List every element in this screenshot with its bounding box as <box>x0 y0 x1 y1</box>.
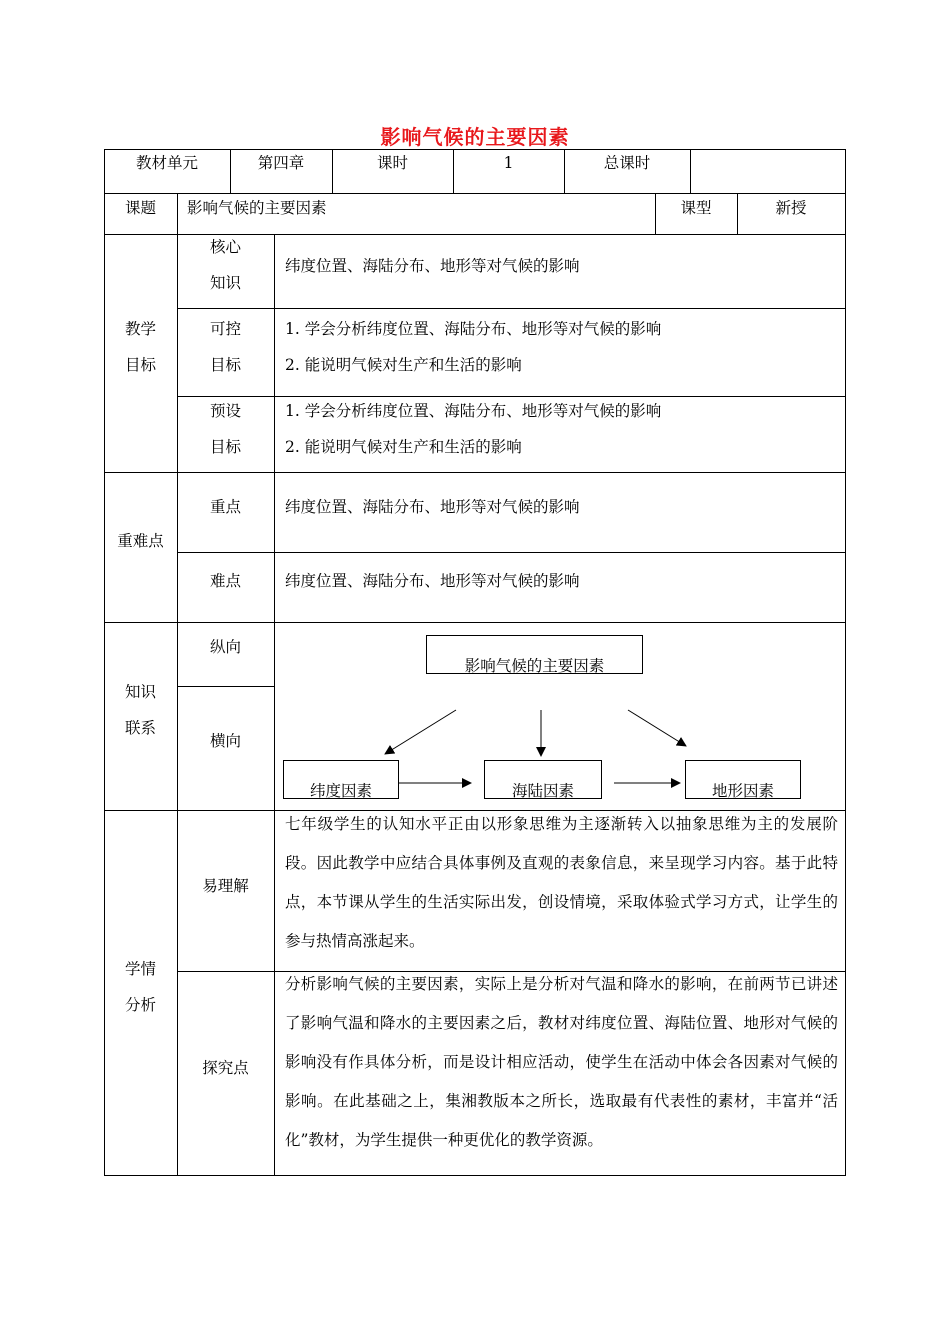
key-label: 重点 <box>209 498 241 516</box>
knowledge-label-line1: 知识 <box>124 683 156 701</box>
goals-label-line2: 目标 <box>124 356 156 374</box>
diagram-terrain-label: 地形因素 <box>711 782 774 800</box>
diagram-box-latitude <box>283 760 399 799</box>
diagram-box-main <box>426 635 643 674</box>
diagram-box-terrain <box>685 760 801 799</box>
page-title: 影响气候的主要因素 <box>380 125 570 149</box>
controllable-label-line2: 目标 <box>209 356 241 374</box>
key-points-label: 重难点 <box>117 532 164 550</box>
lesson-type-label: 课型 <box>680 199 712 217</box>
key-text: 纬度位置、海陆分布、地形等对气候的影响 <box>285 498 580 516</box>
topic-label: 课题 <box>124 199 156 217</box>
easy-label: 易理解 <box>202 877 249 895</box>
goals-label-line1: 教学 <box>124 320 156 338</box>
preset-label-line1: 预设 <box>209 402 241 420</box>
analysis-label-line1: 学情 <box>124 960 156 978</box>
arrow-to-terrain <box>628 710 686 746</box>
explore-label: 探究点 <box>202 1059 249 1077</box>
core-label-line1: 核心 <box>209 238 241 256</box>
analysis-label-line2: 分析 <box>124 996 156 1014</box>
controllable-goal-item: 2. 能说明气候对生产和生活的影响 <box>285 356 522 374</box>
unit-label: 教材单元 <box>135 154 198 172</box>
unit-value: 第四章 <box>257 154 305 172</box>
easy-text: 七年级学生的认知水平正由以形象思维为主逐渐转入以抽象思维为主的发展阶段。因此教学中应结合具体事例及直观的表象信息，来呈现学习内容。基于此特点，本节课从学生的生活实际出发，创设情境，采取体验式学习方式，让学生的参与热情高涨起来。 <box>285 815 838 950</box>
difficult-text: 纬度位置、海陆分布、地形等对气候的影响 <box>285 572 580 590</box>
topic-value: 影响气候的主要因素 <box>187 199 327 217</box>
diagram-land-sea-label: 海陆因素 <box>511 782 574 800</box>
knowledge-label-line2: 联系 <box>124 719 156 737</box>
controllable-goal-item: 1. 学会分析纬度位置、海陆分布、地形等对气候的影响 <box>285 320 662 338</box>
controllable-label-line1: 可控 <box>209 320 241 338</box>
lesson-type-value: 新授 <box>775 199 807 217</box>
diagram-latitude-label: 纬度因素 <box>309 782 372 800</box>
explore-text: 分析影响气候的主要因素，实际上是分析对气温和降水的影响，在前两节已讲述了影响气温和降水的主要因素之后，教材对纬度位置、海陆位置、地形对气候的影响没有作具体分析，而是设计相应活动，使学生在活动中体会各因素对气候的影响。在此基础之上，集湘教版本之所长，选取最有代表性的素材，丰富并“活化”教材，为学生提供一种更优化的教学资源。 <box>285 975 838 1149</box>
core-knowledge-text: 纬度位置、海陆分布、地形等对气候的影响 <box>285 257 580 275</box>
vertical-label: 纵向 <box>209 638 241 656</box>
horizontal-label: 横向 <box>209 732 241 750</box>
preset-goal-item: 1. 学会分析纬度位置、海陆分布、地形等对气候的影响 <box>285 402 662 420</box>
difficult-label: 难点 <box>209 572 241 590</box>
core-label-line2: 知识 <box>209 274 241 292</box>
arrow-to-latitude <box>385 710 456 754</box>
period-value: 1 <box>503 154 514 172</box>
period-label: 课时 <box>376 154 408 172</box>
total-label: 总课时 <box>603 154 651 172</box>
preset-goal-item: 2. 能说明气候对生产和生活的影响 <box>285 438 522 456</box>
diagram-main-label: 影响气候的主要因素 <box>464 657 605 675</box>
preset-label-line2: 目标 <box>209 438 241 456</box>
diagram-box-land-sea <box>484 760 602 799</box>
